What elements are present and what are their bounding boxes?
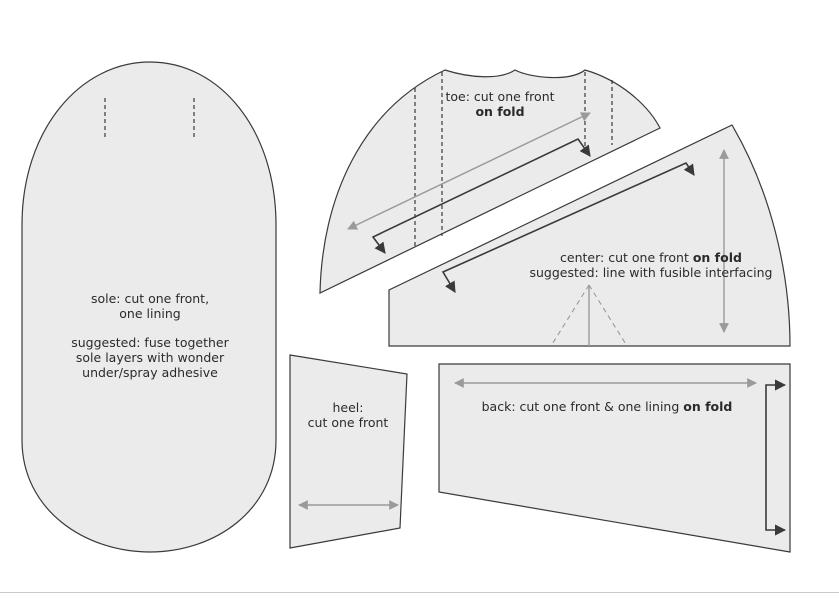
page-bottom-divider — [0, 592, 839, 593]
sole-label-line4: sole layers with wonder — [75, 350, 225, 365]
sole-label-line2: one lining — [119, 306, 181, 321]
toe-label — [440, 89, 560, 119]
toe-label-fold: on fold — [475, 104, 525, 119]
sole-label-line5: under/spray adhesive — [82, 365, 218, 380]
heel-piece — [290, 355, 407, 548]
heel-label-line1: heel: — [332, 400, 364, 415]
sole-label — [40, 291, 260, 380]
sole-label-line1: sole: cut one front, — [90, 291, 210, 306]
center-label-fold: on fold — [692, 250, 742, 265]
center-label-line2: suggested: line with fusible interfacing — [529, 265, 773, 280]
back-label-fold: on fold — [683, 399, 733, 414]
heel-label — [298, 400, 398, 430]
back-label-text: back: cut one front & one lining — [481, 399, 684, 414]
heel-label-line2: cut one front — [307, 415, 389, 430]
center-label — [510, 250, 792, 280]
toe-label-line1: toe: cut one front — [445, 89, 555, 104]
back-piece — [439, 364, 790, 552]
back-label — [462, 399, 752, 414]
center-label-line1: center: cut one front — [560, 250, 693, 265]
sole-label-line3: suggested: fuse together — [71, 335, 229, 350]
